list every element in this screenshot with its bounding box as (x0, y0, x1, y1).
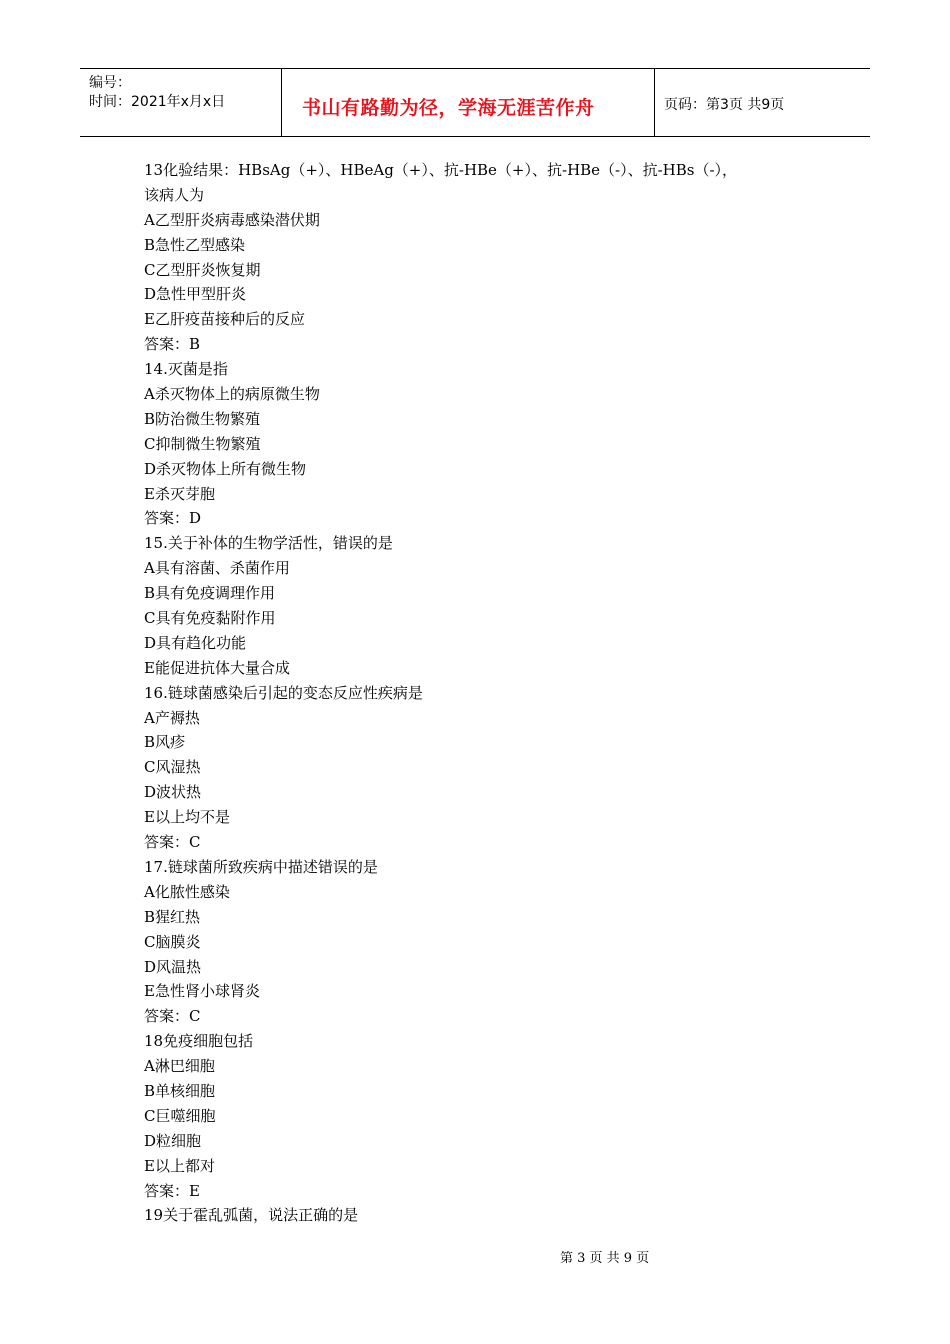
text-line: C巨噬细胞 (144, 1106, 216, 1125)
text-line: A淋巴细胞 (144, 1057, 215, 1076)
text-line: B单核细胞 (144, 1081, 216, 1100)
text-line: 答案：E (144, 1181, 200, 1200)
text-line: D波状热 (144, 783, 202, 802)
text-line: A杀灭物体上的病原微生物 (144, 385, 320, 404)
text-line: E以上均不是 (144, 808, 230, 827)
question-content (144, 158, 814, 1228)
text-line: 答案：C (144, 833, 201, 852)
text-line: E杀灭芽胞 (144, 484, 215, 503)
document-date-label: 时间：2021年x月x日 (89, 94, 226, 110)
text-line: D杀灭物体上所有微生物 (144, 459, 307, 478)
text-line: E乙肝疫苗接种后的反应 (144, 310, 305, 329)
text-line: 19关于霍乱弧菌，说法正确的是 (144, 1206, 359, 1225)
text-line: B防治微生物繁殖 (144, 409, 261, 428)
text-line: B急性乙型感染 (144, 235, 246, 254)
text-line: 16.链球菌感染后引起的变态反应性疾病是 (144, 683, 423, 702)
text-line: E以上都对 (144, 1156, 215, 1175)
text-line: 答案：C (144, 1007, 201, 1026)
text-line: A具有溶菌、杀菌作用 (144, 559, 290, 578)
header-motto-cell (282, 69, 655, 136)
text-line: D急性甲型肝炎 (144, 285, 247, 304)
page-footer: 第 3 页 共 9 页 (560, 1251, 650, 1266)
text-line: E能促进抗体大量合成 (144, 658, 290, 677)
document-number-label: 编号： (89, 75, 131, 91)
text-line: E急性肾小球肾炎 (144, 982, 260, 1001)
text-line: D具有趋化功能 (144, 633, 247, 652)
motto-text: 书山有路勤为径，学海无涯苦作舟 (302, 97, 595, 119)
text-line: 答案：B (144, 335, 201, 354)
text-line: B风疹 (144, 733, 186, 752)
text-line: 14.灭菌是指 (144, 360, 228, 379)
text-line: 18免疫细胞包括 (144, 1032, 254, 1051)
text-line: D风温热 (144, 957, 202, 976)
text-line: 15.关于补体的生物学活性，错误的是 (144, 534, 393, 553)
document-header (80, 68, 870, 137)
text-line: 17.链球菌所致疾病中描述错误的是 (144, 857, 378, 876)
text-line: C脑膜炎 (144, 932, 201, 951)
text-line: C抑制微生物繁殖 (144, 434, 261, 453)
text-line: C具有免疫黏附作用 (144, 609, 276, 628)
text-line: 13化验结果：HBsAg（+）、HBeAg（+）、抗-HBe（+）、抗-HBe（-）、抗-HBs（-）， (144, 161, 738, 179)
text-line: 该病人为 (144, 185, 205, 204)
text-line: D粒细胞 (144, 1131, 202, 1150)
text-line: B猩红热 (144, 907, 201, 926)
text-line: C风湿热 (144, 758, 201, 777)
text-line: A化脓性感染 (144, 882, 230, 901)
page-code-label: 页码：第3页 共9页 (664, 97, 785, 113)
header-info-cell (80, 69, 282, 136)
header-page-cell (655, 69, 870, 136)
text-line: C乙型肝炎恢复期 (144, 260, 261, 279)
text-line: A产褥热 (144, 708, 200, 727)
text-line: 答案：D (144, 509, 202, 528)
text-line: A乙型肝炎病毒感染潜伏期 (144, 210, 320, 229)
text-line: B具有免疫调理作用 (144, 584, 276, 603)
